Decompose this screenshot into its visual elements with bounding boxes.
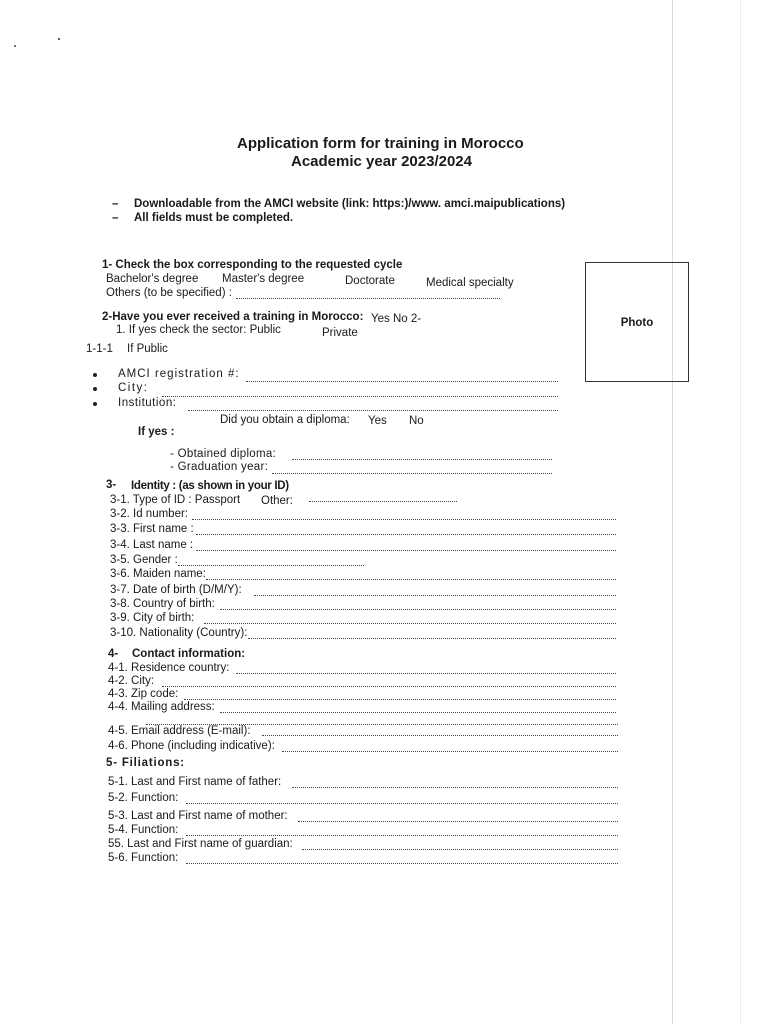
id-number-field[interactable] [192, 519, 616, 520]
id-other-field[interactable] [309, 501, 457, 502]
section4-heading: Contact information: [132, 648, 246, 660]
diploma-yes[interactable]: Yes [368, 415, 387, 427]
form-title: Application form for training in Morocco [237, 135, 524, 152]
maiden-name-label: 3-6. Maiden name: [110, 568, 206, 580]
sector-label[interactable]: 1. If yes check the sector: Public [116, 324, 281, 336]
option-medical[interactable]: Medical specialty [426, 277, 514, 289]
section5-heading: 5- Filiations: [106, 757, 185, 769]
last-name-label: 3-4. Last name : [110, 539, 194, 551]
note-download: Downloadable from the AMCI website (link: https:)/www. amci.maipublications) [134, 198, 566, 210]
scan-speck [58, 38, 60, 40]
birth-city-field[interactable] [204, 623, 616, 624]
guardian-function-field[interactable] [186, 863, 618, 864]
birth-country-label: 3-8. Country of birth: [110, 598, 215, 610]
contact-city-field[interactable] [162, 686, 616, 687]
email-label: 4-5. Email address (E-mail): [108, 725, 251, 737]
bullet [93, 402, 97, 406]
gender-label: 3-5. Gender : [110, 554, 178, 566]
option-master[interactable]: Master's degree [222, 273, 305, 285]
email-field[interactable] [262, 735, 618, 736]
photo-box[interactable] [585, 262, 689, 382]
note-dash: – [112, 198, 119, 210]
birth-city-label: 3-9. City of birth: [110, 612, 195, 624]
option-bachelor[interactable]: Bachelor's degree [106, 273, 199, 285]
obtained-diploma-field[interactable] [292, 459, 552, 460]
first-name-field[interactable] [196, 534, 616, 535]
section2-yes-no[interactable]: Yes No 2- [371, 313, 422, 325]
maiden-name-field[interactable] [206, 579, 616, 580]
nationality-label: 3-10. Nationality (Country): [110, 627, 248, 639]
mother-name-label: 5-3. Last and First name of mother: [108, 810, 288, 822]
contact-city-label: 4-2. City: [108, 675, 155, 687]
obtained-diploma-label: - Obtained diploma: [170, 448, 277, 460]
graduation-year-label: - Graduation year: [170, 461, 269, 473]
section4-number: 4- [108, 648, 119, 660]
amci-registration-field[interactable] [246, 381, 558, 382]
birth-date-label: 3-7. Date of birth (D/M/Y): [110, 584, 242, 596]
guardian-function-label: 5-6. Function: [108, 852, 179, 864]
bullet [93, 373, 97, 377]
section3-number: 3- [106, 479, 117, 491]
option-doctorate[interactable]: Doctorate [345, 275, 395, 287]
father-name-field[interactable] [292, 787, 618, 788]
if-yes-label: If yes : [138, 426, 175, 438]
father-name-label: 5-1. Last and First name of father: [108, 776, 282, 788]
father-function-field[interactable] [186, 803, 618, 804]
graduation-year-field[interactable] [272, 473, 552, 474]
phone-field[interactable] [282, 751, 618, 752]
scan-edge-line [672, 0, 673, 1024]
others-field[interactable] [236, 298, 500, 299]
last-name-field[interactable] [196, 550, 616, 551]
residence-country-label: 4-1. Residence country: [108, 662, 230, 674]
mother-function-field[interactable] [186, 835, 618, 836]
zip-code-field[interactable] [184, 699, 616, 700]
diploma-no[interactable]: No [409, 415, 424, 427]
public-label: If Public [127, 343, 168, 355]
institution-field[interactable] [188, 410, 558, 411]
institution-label: Institution: [118, 397, 177, 409]
public-number: 1-1-1 [86, 343, 113, 355]
city-field[interactable] [162, 396, 558, 397]
photo-label: Photo [620, 317, 654, 329]
mother-function-label: 5-4. Function: [108, 824, 179, 836]
section2-question: 2-Have you ever received a training in Morocco: [102, 311, 364, 323]
city-label: City: [118, 382, 149, 394]
form-subtitle: Academic year 2023/2024 [291, 153, 472, 170]
phone-label: 4-6. Phone (including indicative): [108, 740, 275, 752]
guardian-name-label: 55. Last and First name of guardian: [108, 838, 293, 850]
birth-country-field[interactable] [220, 609, 616, 610]
id-type-label[interactable]: 3-1. Type of ID : Passport [110, 494, 241, 506]
diploma-question: Did you obtain a diploma: [220, 414, 350, 426]
mailing-address-field[interactable] [220, 712, 616, 713]
others-label: Others (to be specified) : [106, 287, 232, 299]
sector-private[interactable]: Private [322, 327, 358, 339]
scan-speck [14, 45, 16, 47]
first-name-label: 3-3. First name : [110, 523, 194, 535]
guardian-name-field[interactable] [302, 849, 618, 850]
gender-field[interactable] [178, 565, 364, 566]
scan-edge-line [740, 0, 741, 1024]
section3-heading: Identity : (as shown in your ID) [131, 480, 289, 492]
id-number-label: 3-2. Id number: [110, 508, 188, 520]
note-dash: – [112, 212, 119, 224]
bullet [93, 387, 97, 391]
amci-registration-label: AMCI registration #: [118, 368, 240, 380]
section1-heading: 1- Check the box corresponding to the requested cycle [102, 259, 403, 271]
father-function-label: 5-2. Function: [108, 792, 179, 804]
mailing-address-label: 4-4. Mailing address: [108, 701, 215, 713]
zip-code-label: 4-3. Zip code: [108, 688, 179, 700]
residence-country-field[interactable] [236, 673, 616, 674]
id-other-label: Other: [261, 495, 293, 507]
birth-date-field[interactable] [254, 595, 616, 596]
nationality-field[interactable] [248, 638, 616, 639]
mother-name-field[interactable] [298, 821, 618, 822]
note-all-fields: All fields must be completed. [134, 212, 294, 224]
